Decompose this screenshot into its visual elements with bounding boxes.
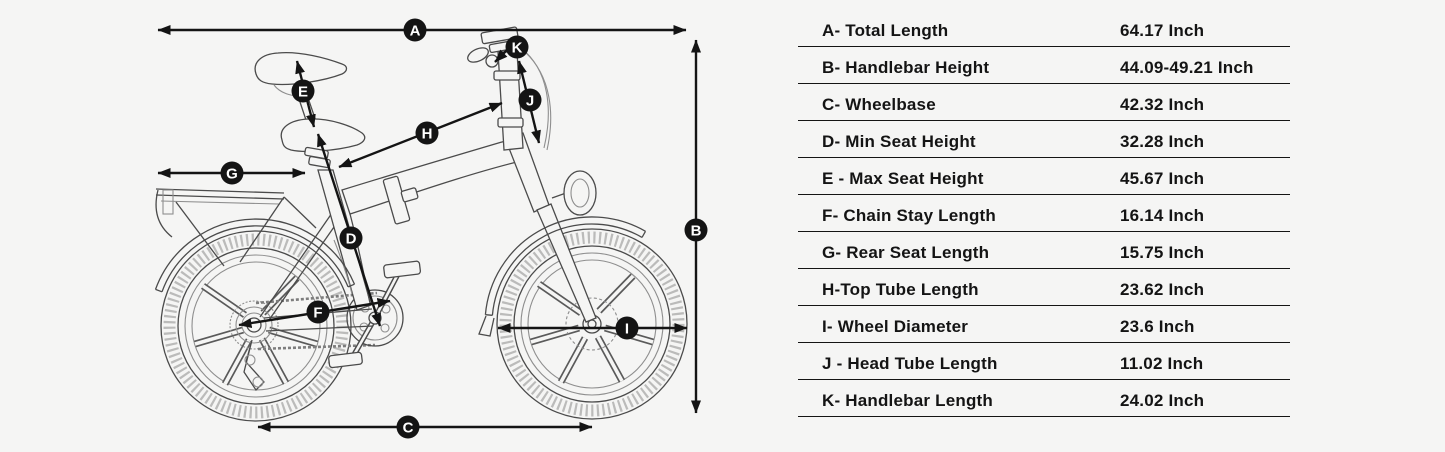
marker-a <box>404 19 427 42</box>
spec-label: G- Rear Seat Length <box>822 243 990 262</box>
marker-g-label: G <box>226 165 238 183</box>
marker-c-label: C <box>402 419 414 437</box>
marker-f-label: F <box>313 304 323 322</box>
spec-label: C- Wheelbase <box>822 95 936 114</box>
spec-value: 32.28 Inch <box>1120 132 1205 151</box>
spec-value: 42.32 Inch <box>1120 95 1205 114</box>
marker-a-label: A <box>409 22 421 40</box>
spec-label: D- Min Seat Height <box>822 132 976 151</box>
crankset <box>328 261 420 368</box>
marker-g <box>221 162 244 185</box>
spec-label: I- Wheel Diameter <box>822 317 969 336</box>
marker-i <box>616 317 639 340</box>
bike-art <box>156 27 688 421</box>
marker-j <box>519 89 542 112</box>
spec-value: 44.09-49.21 Inch <box>1120 58 1254 77</box>
spec-value: 23.6 Inch <box>1120 317 1195 336</box>
marker-d-label: D <box>345 230 357 248</box>
marker-k <box>506 36 529 59</box>
spec-label: B- Handlebar Height <box>822 58 990 77</box>
spec-row-wheel-diameter <box>798 306 1290 343</box>
marker-c <box>397 416 420 439</box>
spec-row-wheelbase <box>798 84 1290 121</box>
pedal-lower <box>328 352 362 368</box>
marker-f <box>307 301 330 324</box>
spec-value: 64.17 Inch <box>1120 21 1205 40</box>
spec-label: J - Head Tube Length <box>822 354 998 373</box>
spec-row-max-seat-height <box>798 158 1290 195</box>
saddle-lowered <box>281 119 364 168</box>
spec-value: 45.67 Inch <box>1120 169 1205 188</box>
spec-value: 24.02 Inch <box>1120 391 1205 410</box>
spec-value: 23.62 Inch <box>1120 280 1205 299</box>
marker-b-label: B <box>690 222 702 240</box>
spec-row-min-seat-height <box>798 121 1290 158</box>
spec-label: F- Chain Stay Length <box>822 206 996 225</box>
spec-row-top-tube-length <box>798 269 1290 306</box>
spec-value: 15.75 Inch <box>1120 243 1205 262</box>
marker-j-label: J <box>525 92 535 110</box>
marker-e <box>292 80 315 103</box>
marker-b <box>685 219 708 242</box>
front-wheel <box>497 229 687 419</box>
spec-row-head-tube-length <box>798 343 1290 380</box>
marker-h <box>416 122 439 145</box>
spec-row-handlebar-length <box>798 380 1290 417</box>
dimension-spec-table <box>798 10 1290 417</box>
headlight <box>552 171 596 215</box>
marker-k-label: K <box>511 39 523 57</box>
spec-label: H-Top Tube Length <box>822 280 979 299</box>
marker-i-label: I <box>624 320 630 338</box>
marker-e-label: E <box>297 83 309 101</box>
spec-value: 11.02 Inch <box>1120 354 1204 373</box>
pedal-upper <box>383 261 420 278</box>
spec-label: K- Handlebar Length <box>822 391 993 410</box>
rear-wheel <box>161 231 351 421</box>
marker-d <box>340 227 363 250</box>
spec-row-total-length <box>798 10 1290 47</box>
spec-label: E - Max Seat Height <box>822 169 984 188</box>
spec-row-chain-stay-length <box>798 195 1290 232</box>
spec-row-rear-seat-length <box>798 232 1290 269</box>
spec-value: 16.14 Inch <box>1120 206 1205 225</box>
spec-row-handlebar-height <box>798 47 1290 84</box>
spec-label: A- Total Length <box>822 21 949 40</box>
marker-h-label: H <box>421 125 433 143</box>
